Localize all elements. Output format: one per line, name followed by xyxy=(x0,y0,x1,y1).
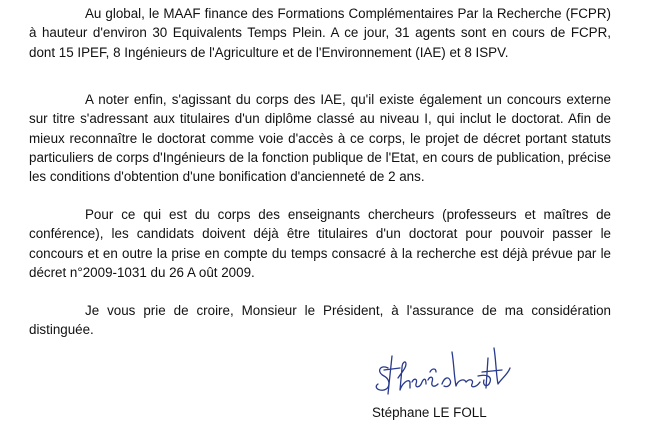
paragraph-teacher-researchers: Pour ce qui est du corps des enseignants chercheurs (professeurs et maîtres de conférence), les candidats doivent déjà être titulaires d'un doctorat pour pouvoir passer le concours et en outre la prise en compte du temps consacré à la recherche est déjà prévue par le décret n°2009-1031 du 26 A oût 2009. xyxy=(29,207,611,280)
signer-name: Stéphane LE FOLL xyxy=(372,405,487,420)
paragraph-iae-competition: A noter enfin, s'agissant du corps des IAE, qu'il existe également un concours externe sur titre s'adressant aux titulaires d'un diplôme classé au niveau I, qui inclut le doctorat. Afin de mieux reconnaître le doctorat comme voie d'accès à ce corps, le projet de décret portant statuts particuliers de corps d'Ingénieurs de la fonction publique de l'Etat, en cours de publication, précise les conditions d'obtention d'une bonification d'ancienneté de 2 ans. xyxy=(29,92,611,185)
paragraph-funding: Au global, le MAAF finance des Formations Complémentaires Par la Recherche (FCPR) à hauteur d'environ 30 Equivalents Temps Plein. A ce jour, 31 agents sont en cours de FCPR, dont 15 IPEF, 8 Ingénieurs de l'Agriculture et de l'Environnement (IAE) et 8 ISPV. xyxy=(29,6,611,60)
handwritten-signature xyxy=(370,338,520,402)
paragraph-closing: Je vous prie de croire, Monsieur le Président, à l'assurance de ma considération distinguée. xyxy=(29,303,611,338)
